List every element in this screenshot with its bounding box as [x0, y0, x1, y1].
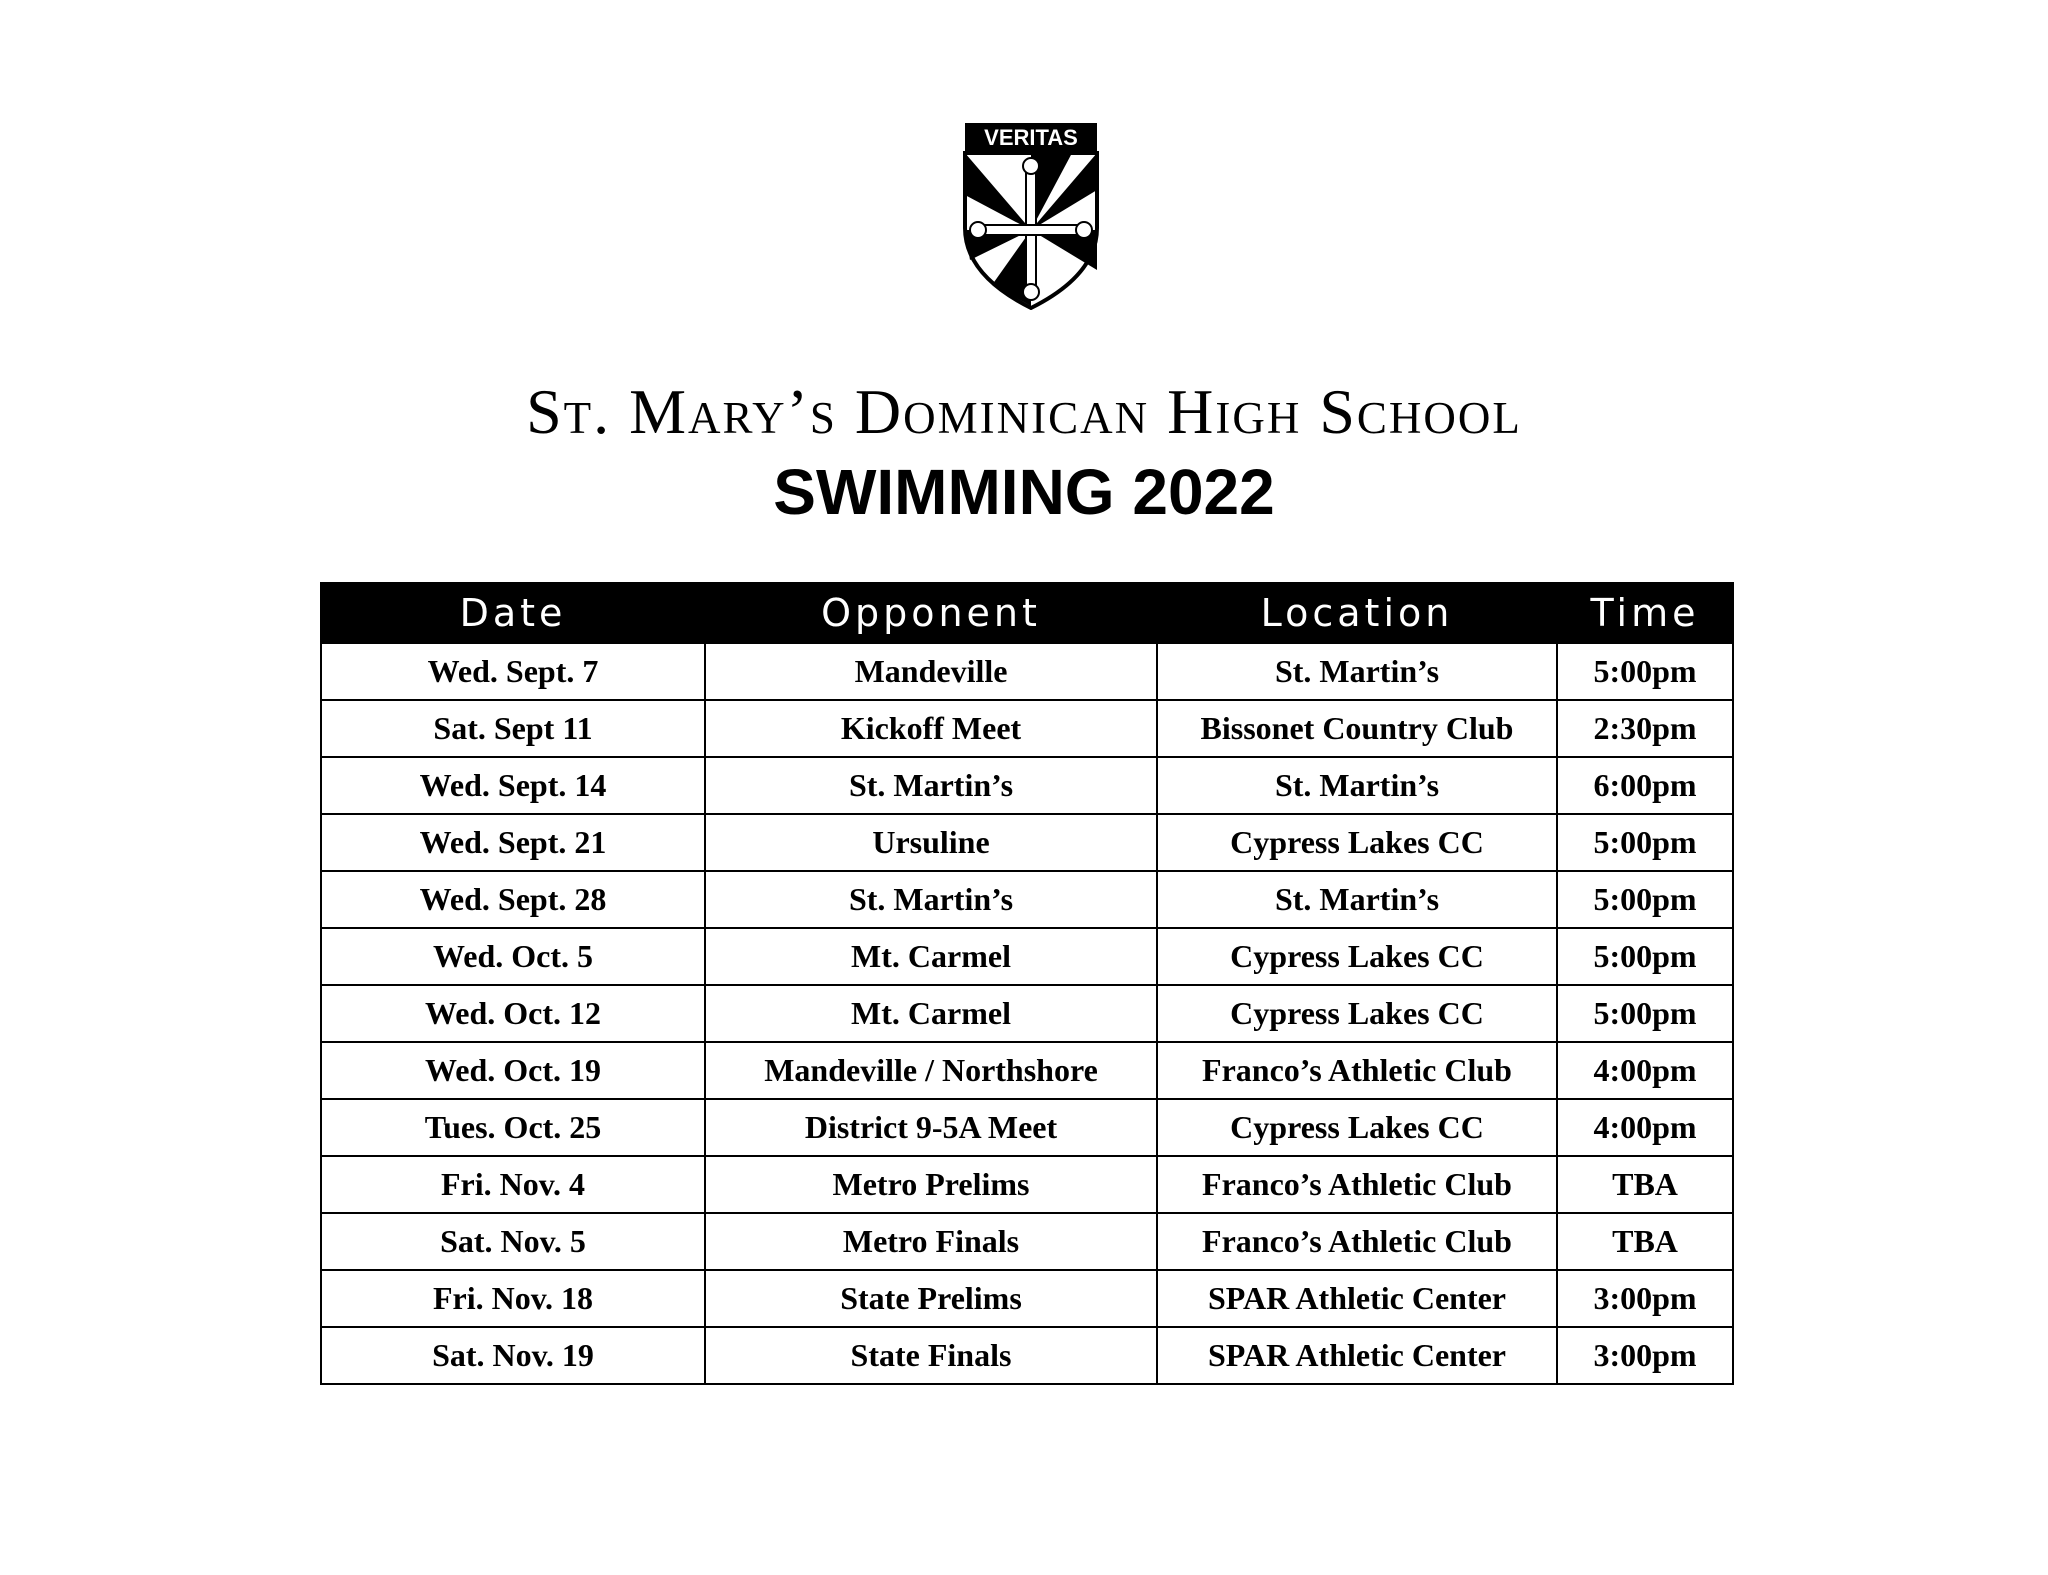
cell-location: Cypress Lakes CC: [1157, 1099, 1557, 1156]
cell-time: 5:00pm: [1557, 814, 1733, 871]
table-row: [321, 985, 1733, 1042]
table-row: [321, 1042, 1733, 1099]
cell-time: 5:00pm: [1557, 928, 1733, 985]
cell-location: Franco’s Athletic Club: [1157, 1156, 1557, 1213]
cell-location: Cypress Lakes CC: [1157, 928, 1557, 985]
cell-date: Sat. Sept 11: [321, 700, 705, 757]
cell-opponent: Ursuline: [705, 814, 1157, 871]
cell-location: St. Martin’s: [1157, 643, 1557, 700]
table-row: [321, 814, 1733, 871]
cell-location: Cypress Lakes CC: [1157, 814, 1557, 871]
cell-time: 2:30pm: [1557, 700, 1733, 757]
cell-opponent: St. Martin’s: [705, 871, 1157, 928]
cell-opponent: Metro Prelims: [705, 1156, 1157, 1213]
cell-date: Wed. Sept. 7: [321, 643, 705, 700]
table-row: [321, 928, 1733, 985]
cell-time: 5:00pm: [1557, 643, 1733, 700]
cell-date: Sat. Nov. 19: [321, 1327, 705, 1384]
cell-date: Fri. Nov. 4: [321, 1156, 705, 1213]
table-row: [321, 1156, 1733, 1213]
cell-time: 3:00pm: [1557, 1270, 1733, 1327]
schedule-table: [320, 582, 1734, 1385]
cell-opponent: District 9-5A Meet: [705, 1099, 1157, 1156]
table-row: [321, 871, 1733, 928]
cell-date: Wed. Sept. 28: [321, 871, 705, 928]
cell-date: Sat. Nov. 5: [321, 1213, 705, 1270]
cell-opponent: Mt. Carmel: [705, 985, 1157, 1042]
column-header-opponent: Opponent: [705, 583, 1157, 643]
cell-opponent: St. Martin’s: [705, 757, 1157, 814]
cell-time: TBA: [1557, 1156, 1733, 1213]
cell-time: 5:00pm: [1557, 985, 1733, 1042]
cell-opponent: Kickoff Meet: [705, 700, 1157, 757]
school-crest-logo: [962, 120, 1100, 310]
page-title: SWIMMING 2022: [773, 456, 1275, 528]
table-row: [321, 1270, 1733, 1327]
cell-location: Bissonet Country Club: [1157, 700, 1557, 757]
cell-location: Cypress Lakes CC: [1157, 985, 1557, 1042]
table-row: [321, 1213, 1733, 1270]
table-row: [321, 1099, 1733, 1156]
column-header-date: Date: [321, 583, 705, 643]
cell-time: 3:00pm: [1557, 1327, 1733, 1384]
table-row: [321, 700, 1733, 757]
cell-opponent: Mt. Carmel: [705, 928, 1157, 985]
table-header-row: [321, 583, 1733, 643]
cell-date: Wed. Oct. 5: [321, 928, 705, 985]
cell-opponent: Mandeville: [705, 643, 1157, 700]
table-row: [321, 643, 1733, 700]
cell-location: St. Martin’s: [1157, 757, 1557, 814]
table-row: [321, 1327, 1733, 1384]
cell-location: Franco’s Athletic Club: [1157, 1042, 1557, 1099]
cell-time: TBA: [1557, 1213, 1733, 1270]
cell-date: Wed. Oct. 12: [321, 985, 705, 1042]
cell-time: 4:00pm: [1557, 1099, 1733, 1156]
cell-date: Fri. Nov. 18: [321, 1270, 705, 1327]
cell-time: 5:00pm: [1557, 871, 1733, 928]
cell-location: SPAR Athletic Center: [1157, 1270, 1557, 1327]
table-row: [321, 757, 1733, 814]
cell-date: Wed. Sept. 21: [321, 814, 705, 871]
cell-opponent: State Prelims: [705, 1270, 1157, 1327]
cell-date: Tues. Oct. 25: [321, 1099, 705, 1156]
cell-opponent: State Finals: [705, 1327, 1157, 1384]
column-header-location: Location: [1157, 583, 1557, 643]
cell-time: 4:00pm: [1557, 1042, 1733, 1099]
cell-opponent: Mandeville / Northshore: [705, 1042, 1157, 1099]
cell-location: Franco’s Athletic Club: [1157, 1213, 1557, 1270]
cell-date: Wed. Oct. 19: [321, 1042, 705, 1099]
cell-opponent: Metro Finals: [705, 1213, 1157, 1270]
cell-location: St. Martin’s: [1157, 871, 1557, 928]
cell-date: Wed. Sept. 14: [321, 757, 705, 814]
crest-motto: VERITAS: [984, 125, 1078, 150]
cell-time: 6:00pm: [1557, 757, 1733, 814]
school-name: St. Mary’s Dominican High School: [526, 376, 1522, 447]
column-header-time: Time: [1557, 583, 1733, 643]
cell-location: SPAR Athletic Center: [1157, 1327, 1557, 1384]
